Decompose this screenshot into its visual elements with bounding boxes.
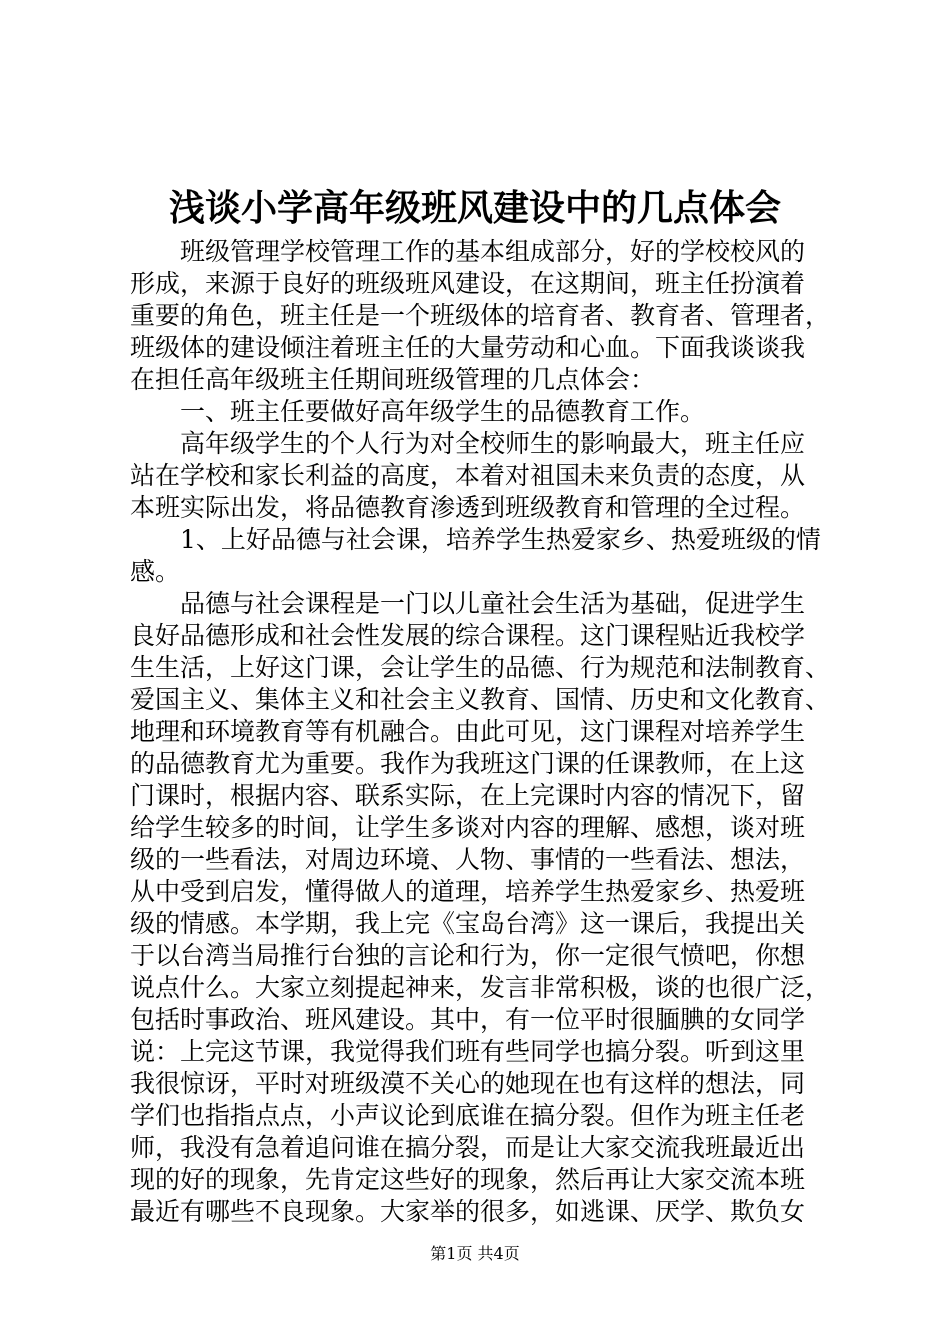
paragraph-line: 班级体的建设倾注着班主任的大量劳动和心血。下面我谈谈我 [130,333,806,362]
paragraph-line: 最近有哪些不良现象。大家举的很多，如逃课、厌学、欺负女 [130,1197,806,1226]
paragraph-line: 师，我没有急着追问谁在搞分裂，而是让大家交流我班最近出 [130,1133,806,1162]
subsection-heading-continued: 感。 [130,557,181,586]
paragraph-line: 班级管理学校管理工作的基本组成部分，好的学校校风的 [180,237,806,266]
paragraph-line: 站在学校和家长利益的高度，本着对祖国未来负责的态度，从 [130,461,806,490]
paragraph-line: 学们也指指点点，小声议论到底谁在搞分裂。但作为班主任老 [130,1101,806,1130]
document-body [130,236,830,1228]
paragraph-line: 在担任高年级班主任期间班级管理的几点体会： [130,365,656,394]
paragraph-line: 良好品德形成和社会性发展的综合课程。这门课程贴近我校学 [130,621,806,650]
paragraph-line: 我很惊讶，平时对班级漠不关心的她现在也有这样的想法，同 [130,1069,806,1098]
paragraph-line: 形成，来源于良好的班级班风建设，在这期间，班主任扮演着 [130,269,806,298]
page-footer: 第1页 共4页 [430,1244,520,1263]
paragraph-line: 级的情感。本学期，我上完《宝岛台湾》这一课后，我提出关 [130,909,806,938]
paragraph-line: 生生活，上好这门课，会让学生的品德、行为规范和法制教育、 [130,653,831,682]
paragraph-line: 说点什么。大家立刻提起神来，发言非常积极，谈的也很广泛， [130,973,831,1002]
paragraph-line: 从中受到启发，懂得做人的道理，培养学生热爱家乡、热爱班 [130,877,806,906]
paragraph-line: 重要的角色，班主任是一个班级体的培育者、教育者、管理者， [130,301,831,330]
section-heading: 一、班主任要做好高年级学生的品德教育工作。 [180,397,706,426]
paragraph-line: 说：上完这节课，我觉得我们班有些同学也搞分裂。听到这里 [130,1037,806,1066]
paragraph-line: 高年级学生的个人行为对全校师生的影响最大，班主任应 [180,429,806,458]
paragraph-line: 给学生较多的时间，让学生多谈对内容的理解、感想，谈对班 [130,813,806,842]
paragraph-line: 品德与社会课程是一门以儿童社会生活为基础，促进学生 [180,589,806,618]
paragraph-line: 的品德教育尤为重要。我作为我班这门课的任课教师，在上这 [130,749,806,778]
paragraph-line: 爱国主义、集体主义和社会主义教育、国情、历史和文化教育、 [130,685,831,714]
document-title: 浅谈小学高年级班风建设中的几点体会 [168,187,781,229]
paragraph-line: 现的好的现象，先肯定这些好的现象，然后再让大家交流本班 [130,1165,806,1194]
subsection-heading: 1、上好品德与社会课，培养学生热爱家乡、热爱班级的情 [180,525,821,554]
paragraph-line: 于以台湾当局推行台独的言论和行为，你一定很气愤吧，你想 [130,941,806,970]
paragraph-line: 本班实际出发，将品德教育渗透到班级教育和管理的全过程。 [130,493,806,522]
paragraph-line: 包括时事政治、班风建设。其中，有一位平时很腼腆的女同学 [130,1005,806,1034]
paragraph-line: 门课时，根据内容、联系实际，在上完课时内容的情况下，留 [130,781,806,810]
paragraph-line: 级的一些看法，对周边环境、人物、事情的一些看法、想法， [130,845,806,874]
paragraph-line: 地理和环境教育等有机融合。由此可见，这门课程对培养学生 [130,717,806,746]
